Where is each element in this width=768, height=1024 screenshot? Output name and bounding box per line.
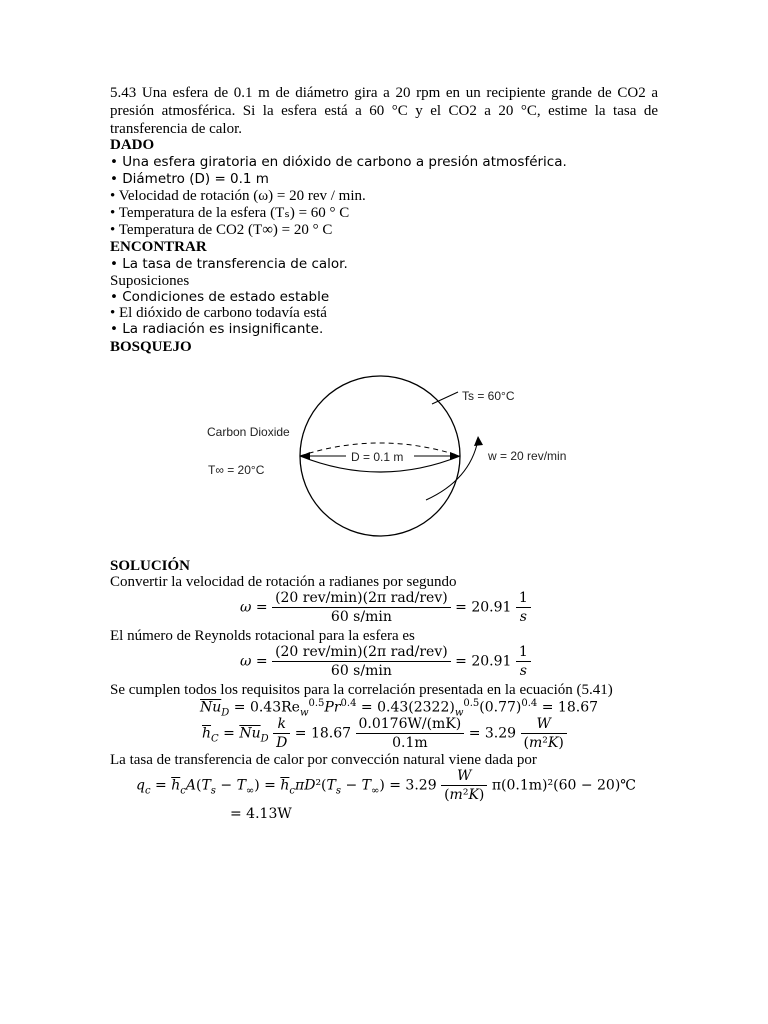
solucion-step-3: Se cumplen todos los requisitos para la correlación presentada en la ecuación (5.41) xyxy=(110,682,613,698)
suposicion-item-3: • La radiación es insignificante. xyxy=(110,321,324,337)
fluid-label: Carbon Dioxide xyxy=(207,425,290,439)
solucion-step-2: El número de Reynolds rotacional para la esfera es xyxy=(110,628,415,644)
heat-rate-equation: $q_c = \overline{h}_cA(T_s - T_\infty) = \overline{h}_c\pi D^2(T_s - T_\infty) = 3.29$ $\frac{W}{\text{(m²K)}}$ π(0.1m)²(60 − 20)℃ xyxy=(136,768,636,803)
suposiciones-heading: Suposiciones xyxy=(110,273,190,289)
diameter-arrow-right xyxy=(450,452,460,460)
solucion-heading: SOLUCIÓN xyxy=(110,558,191,574)
ts-label: Ts = 60°C xyxy=(462,389,515,403)
problem-statement: 5.43 Una esfera de 0.1 m de diámetro gira a 20 rpm en un recipiente grande de CO2 a presión atmosférica. Si la esfera está a 60 °C y el CO2 a 20 °C, estime la tasa de transferencia de calor. xyxy=(110,85,658,137)
heat-rate-result: = 4.13W xyxy=(230,806,292,822)
h-equation: $\overline{h}_C = \overline{Nu}_D$ $\frac{k}{D}$ = 18.67 $\frac{0.0176W/(mK)}{0.1m}$ = 3.29 $\frac{W}{\text{(m²K)}}$ xyxy=(202,716,567,751)
dado-item-2: • Diámetro (D) = 0.1 m xyxy=(110,171,269,187)
dado-item-4: • Temperatura de la esfera (Tₛ) = 60 ° C xyxy=(110,205,350,221)
dado-item-3: • Velocidad de rotación (ω) = 20 rev / min. xyxy=(110,188,366,204)
omega-equation-2: ω = $\frac{\text{(20 rev/min)(2π rad/rev)}}{60 s/\min}$ = 20.91 $\frac{1}{s}$ xyxy=(240,644,531,679)
suposicion-item-1: • Condiciones de estado estable xyxy=(110,289,330,305)
dado-item-5: • Temperatura de CO2 (T∞) = 20 ° C xyxy=(110,222,333,238)
dado-item-1: • Una esfera giratoria en dióxido de carbono a presión atmosférica. xyxy=(110,154,567,170)
encontrar-heading: ENCONTRAR xyxy=(110,239,207,255)
diameter-label: D = 0.1 m xyxy=(351,450,404,464)
rotation-arrowhead xyxy=(474,436,483,446)
encontrar-item-1: • La tasa de transferencia de calor. xyxy=(110,256,348,272)
diameter-arrow-left xyxy=(300,452,310,460)
solucion-step-4: La tasa de transferencia de calor por convección natural viene dada por xyxy=(110,752,537,768)
omega-label: w = 20 rev/min xyxy=(488,449,567,463)
bosquejo-heading: BOSQUEJO xyxy=(110,339,192,355)
suposicion-item-2: • El dióxido de carbono todavía está xyxy=(110,305,327,321)
tinf-label: T∞ = 20°C xyxy=(208,463,265,477)
solucion-step-1: Convertir la velocidad de rotación a radianes por segundo xyxy=(110,574,457,590)
dado-heading: DADO xyxy=(110,137,155,153)
omega-equation-1: ω = $\frac{\text{(20 rev/min)(2π rad/rev)}}{60 s/\min}$ = 20.91 $\frac{1}{s}$ xyxy=(240,590,531,625)
nusselt-equation: $\overline{Nu}_D = 0.43Re_w^{0.5}Pr^{0.4} = 0.43(2322)_w^{0.5}(0.77)^{0.4} = 18.67$ xyxy=(200,698,599,719)
sphere-sketch xyxy=(200,370,580,540)
